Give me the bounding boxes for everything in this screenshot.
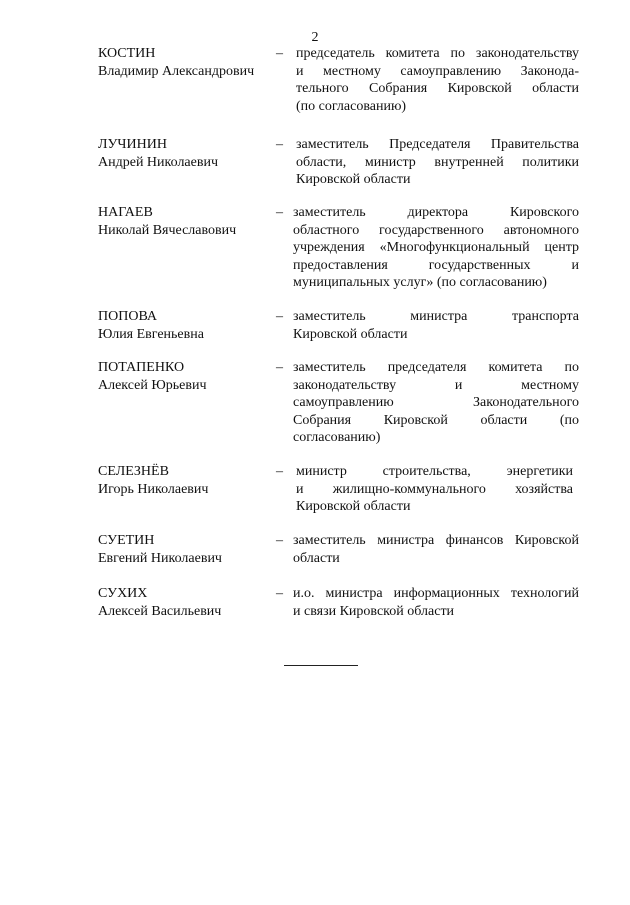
member-given-names: Юлия Евгеньевна <box>98 326 204 342</box>
role-line: областного государственного автономного <box>293 222 579 238</box>
member-role <box>293 585 579 620</box>
member-given-names: Евгений Николаевич <box>98 550 222 566</box>
member-role <box>293 532 579 567</box>
member-surname: КОСТИН <box>98 46 156 61</box>
dash-separator: – <box>276 586 283 601</box>
dash-separator: – <box>276 464 283 479</box>
role-line: области <box>293 550 340 566</box>
member-role <box>293 359 579 447</box>
role-line: заместитель министра транспорта <box>293 309 579 324</box>
member-given-names: Николай Вячеславович <box>98 222 237 238</box>
role-line: самоуправлению Законодательного <box>293 395 579 410</box>
member-surname: СЕЛЕЗНЁВ <box>98 464 169 479</box>
member-surname: ПОТАПЕНКО <box>98 360 185 375</box>
member-name <box>98 308 278 343</box>
dash-separator: – <box>276 309 283 324</box>
role-line: и связи Кировской области <box>293 603 455 619</box>
member-name <box>98 45 278 80</box>
role-line: учреждения «Многофункциональный центр <box>293 240 579 255</box>
role-line: (по согласованию) <box>296 98 407 114</box>
member-given-names: Андрей Николаевич <box>98 154 218 170</box>
role-line: области, министр внутренней политики <box>296 154 579 170</box>
member-surname: СУЕТИН <box>98 533 155 548</box>
member-name <box>98 463 278 498</box>
role-line: заместитель министра финансов Кировской <box>293 533 579 548</box>
role-line: Кировской области <box>296 172 411 187</box>
member-role <box>296 136 579 189</box>
role-line: Кировской области <box>293 326 408 342</box>
member-role <box>296 463 573 516</box>
member-name <box>98 532 278 567</box>
role-line: Собрания Кировской области (по <box>293 412 579 428</box>
member-name <box>98 585 278 620</box>
role-line: и.о. министра информационных технологий <box>293 586 579 601</box>
role-line: заместитель председателя комитета по <box>293 360 579 375</box>
member-given-names: Игорь Николаевич <box>98 481 209 497</box>
role-line: законодательству и местному <box>293 377 579 393</box>
member-role <box>293 204 579 292</box>
end-of-list-rule <box>284 665 358 666</box>
member-surname: НАГАЕВ <box>98 205 153 220</box>
dash-separator: – <box>276 533 283 548</box>
member-name <box>98 136 278 171</box>
member-given-names: Владимир Александрович <box>98 63 255 79</box>
role-line: министр строительства, энергетики <box>296 464 573 479</box>
member-surname: ПОПОВА <box>98 309 158 324</box>
dash-separator: – <box>276 360 283 375</box>
member-name <box>98 359 278 394</box>
page-number: 2 <box>311 30 319 45</box>
dash-separator: – <box>276 46 283 61</box>
role-line: предоставления государственных и <box>293 257 579 273</box>
dash-separator: – <box>276 137 283 152</box>
member-name <box>98 204 278 239</box>
role-line: председатель комитета по законодательству <box>296 46 579 61</box>
role-line: муниципальных услуг» (по согласованию) <box>293 275 547 290</box>
member-surname: ЛУЧИНИН <box>98 137 167 152</box>
role-line: Кировской области <box>296 499 411 514</box>
dash-separator: – <box>276 205 283 220</box>
role-line: заместитель директора Кировского <box>293 205 579 220</box>
role-line: согласованию) <box>293 430 381 445</box>
role-line: тельного Собрания Кировской области <box>296 81 579 96</box>
role-line: заместитель Председателя Правительства <box>296 137 579 152</box>
member-role <box>293 308 579 343</box>
member-surname: СУХИХ <box>98 586 148 601</box>
role-line: и местному самоуправлению Законода- <box>296 63 579 79</box>
member-given-names: Алексей Васильевич <box>98 603 222 619</box>
member-role <box>296 45 579 115</box>
role-line: и жилищно-коммунального хозяйства <box>296 481 573 497</box>
member-given-names: Алексей Юрьевич <box>98 377 207 393</box>
